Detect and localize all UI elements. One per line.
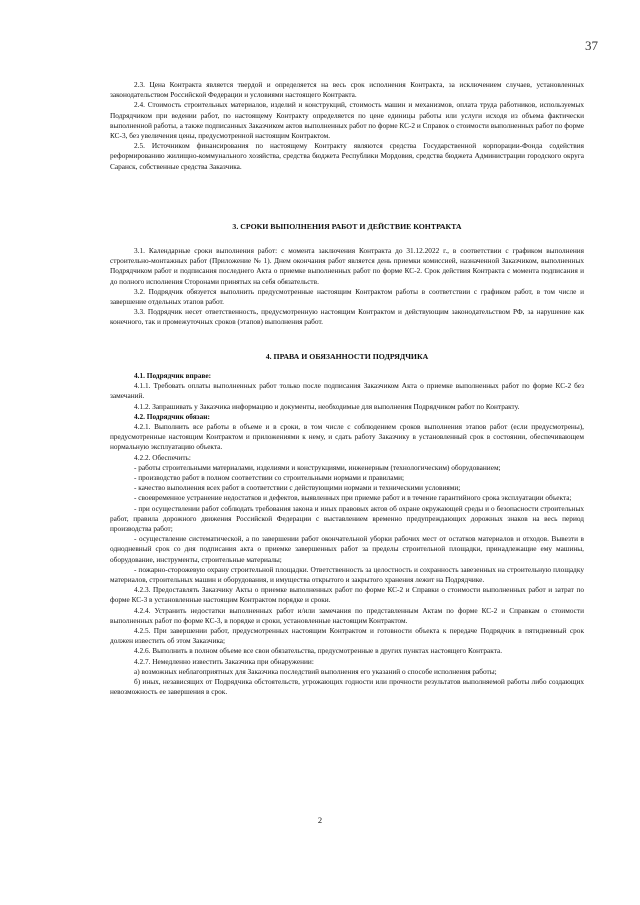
bullet-item: - качество выполнения всех работ в соответствии с действующими нормами и техническими условиями;: [134, 483, 461, 493]
clause-3-2: 3.2. Подрядчик обязуется выполнить предусмотренные настоящим Контрактом работы в соответствии с графиком работ, в том числе и завершение отдельных этапов работ.: [110, 286, 584, 307]
bullet-item: - работы строительными материалами, изделиями и конструкциями, инженерным (технологическим) оборудованием;: [134, 462, 501, 472]
clause-3-3: 3.3. Подрядчик несет ответственность, предусмотренную настоящим Контрактом и действующим законодательством РФ, за нарушение как конечного, так и промежуточных сроков (этапов) выполнения работ.: [110, 307, 584, 327]
subsection-4-1-heading: 4.1. Подрядчик вправе:: [134, 371, 212, 380]
clause-4-2-7-a: а) возможных неблагоприятных для Заказчика последствий выполнения его указаний о способе исполнения работы;: [134, 666, 497, 676]
handwritten-page-mark: 37: [585, 38, 598, 53]
clause-2-3: 2.3. Цена Контракта является твердой и определяется на весь срок исполнения Контракта, за исключением случаев, установленных законодательством Российской Федерации и условиями настоящего Контракта.: [110, 80, 584, 100]
page-number: 2: [317, 815, 323, 825]
clause-3-1: 3.1. Календарные сроки выполнения работ: с момента заключения Контракта до 31.12.2022 г., в соответствии с графиком выполнения строительно-монтажных работ (Приложение № 1). Днем окончания работ является день приемки комиссией, назначенной Заказчиком, выполненных Подрядчиком работ и подписания последнего Акта о приемке выполненных работ по форме КС-2. Срок действия Контракта с момента подписания и до полного исполнения Сторонами принятых на себя обязательств.: [110, 246, 584, 286]
bullet-item: - осуществление систематической, а по завершении работ окончательной уборки рабочих мест от остатков материалов и отходов. Вывезти в однодневный срок со дня подписания акта о приемке завершенных работ за пределы строительной площадки, принадлежащие ему машины, оборудование, инструменты, строительные материалы;: [110, 534, 584, 564]
clause-4-2-6: 4.2.6. Выполнить в полном объеме все свои обязательства, предусмотренные в других пунктах настоящего Контракта.: [134, 646, 503, 656]
subsection-4-2-heading: 4.2. Подрядчик обязан:: [134, 411, 210, 421]
section-3-title: 3. СРОКИ ВЫПОЛНЕНИЯ РАБОТ И ДЕЙСТВИЕ КОНТРАКТА: [232, 222, 462, 231]
clause-4-1-2: 4.1.2. Запрашивать у Заказчика информацию и документы, необходимые для выполнения Подрядчиком работ по Контракту.: [134, 401, 520, 411]
clauses-2-3-to-2-5: [110, 80, 584, 172]
section-4-title: 4. ПРАВА И ОБЯЗАННОСТИ ПОДРЯДЧИКА: [265, 352, 429, 361]
bullet-item: - при осуществлении работ соблюдать требования закона и иных правовых актов об охране окружающей среды и о безопасности строительных работ, правила дорожного движения Российской Федерации с выставлением временно предупреждающих дорожных знаков на весь период производства работ;: [110, 503, 584, 534]
clause-4-2-7: 4.2.7. Немедленно известить Заказчика при обнаружении:: [134, 656, 314, 666]
clause-2-4: 2.4. Стоимость строительных материалов, изделий и конструкций, стоимость машин и механизмов, оплата труда работников, используемых Подрядчиком при ведении работ, по настоящему Контракту определяется по цене единицы работы или услуги исходя из объема фактически выполненной работы, а также подписанных Заказчиком актов выполненных работ по форме КС-2 и Справок о стоимости выполненных работ по форме КС-3, без увеличения цены, предусмотренной настоящим Контрактом.: [110, 100, 584, 141]
bullet-item: - пожарно-сторожевую охрану строительной площадки. Ответственность за целостность и сохранность завезенных на строительную площадку материалов, строительных машин и оборудования, и имущества открытого и закрытого хранения лежит на Подрядчике.: [110, 564, 584, 585]
bullet-item: - своевременное устранение недостатков и дефектов, выявленных при приемке работ и в течение гарантийного срока эксплуатации объекта;: [134, 493, 572, 503]
clause-4-2-4: 4.2.4. Устранить недостатки выполненных работ и/или замечания по представленным Актам по форме КС-2 и Справкам о стоимости выполненных работ по форме КС-3, в порядке и сроки, установленные настоящим Контрактом.: [110, 605, 584, 625]
section-3: [0, 222, 640, 328]
clause-4-2-7-b: б) иных, независящих от Подрядчика обстоятельств, угрожающих годности или прочности результатов выполняемой работы либо создающих невозможность ее завершения в срок.: [110, 677, 584, 697]
section-4: [0, 352, 640, 698]
clause-4-2-5: 4.2.5. При завершении работ, предусмотренных настоящим Контрактом и готовности объекта к передаче Подрядчик в пятидневный срок должен известить об этом Заказчика;: [110, 626, 584, 646]
clause-4-1-1: 4.1.1. Требовать оплаты выполненных работ только после подписания Заказчиком Акта о приемке выполненных работ по форме КС-2 без замечаний.: [110, 381, 584, 401]
bullet-item: - производство работ в полном соответствии со строительными нормами и правилами;: [134, 473, 405, 483]
clause-4-2-1: 4.2.1. Выполнить все работы в объеме и в сроки, в том числе с соблюдением сроков выполнения этапов работ (если предусмотрены), предусмотренные настоящим Контрактом и приложениями к нему, и сдать работу Заказчику в установленный срок в состоянии, обеспечивающем нормальную эксплуатацию объекта.: [110, 422, 584, 452]
clause-2-5: 2.5. Источником финансирования по настоящему Контракту являются средства Государственной корпорации-Фонда содействия реформированию жилищно-коммунального хозяйства, средства бюджета Республики Мордовия, средства бюджета Администрации городского округа Саранск, собственные средства Заказчика.: [110, 141, 584, 171]
clause-4-2-3: 4.2.3. Предоставлять Заказчику Акты о приемке выполненных работ по форме КС-2 и Справки о стоимости выполненных работ и затрат по форме КС-3 в установленные настоящим Контрактом порядке и сроки.: [110, 585, 584, 605]
clause-4-2-2: 4.2.2. Обеспечить:: [134, 452, 191, 462]
